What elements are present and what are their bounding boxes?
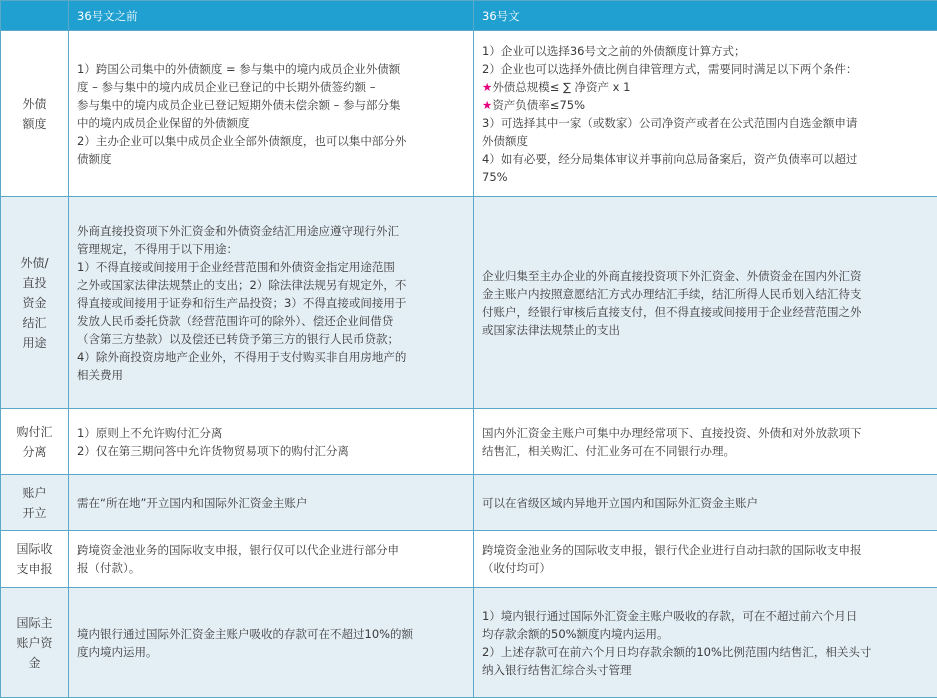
cell-account-before: 需在“所在地”开立国内和国际外汇资金主账户 (69, 475, 474, 531)
row-label-line: 国际主 (7, 613, 62, 633)
row-foreign-debt-quota (1, 31, 937, 197)
row-label-line: 购付汇 (7, 422, 62, 442)
cell-funds-after: 1）境内银行通过国际外汇资金主账户吸收的存款，可在不超过前六个月日 均存款余额的50%额度内境内运用。 2）上述存款可在前六个月日均存款余额的10%比例范围内结售汇，相关头寸 纳入银行结售汇综合头寸管理 (474, 588, 937, 698)
row-label-line: 用途 (7, 333, 62, 353)
row-purchase-payment-separation (1, 409, 937, 475)
header-corner-cell (1, 1, 69, 31)
row-label-line: 直投 (7, 273, 62, 293)
header-before-36: 36号文之前 (69, 1, 474, 31)
row-label-line: 账户 (7, 483, 62, 503)
cell-bop-after: 跨境资金池业务的国际收支申报，银行代企业进行自动扫款的国际收支申报 （收付均可） (474, 531, 937, 588)
row-intl-account-funds (1, 588, 937, 698)
row-label-line: 开立 (7, 503, 62, 523)
cell-use-before: 外商直接投资项下外汇资金和外债资金结汇用途应遵守现行外汇 管理规定，不得用于以下用途： 1）不得直接或间接用于企业经营范围和外债资金指定用途范围 之外或国家法律法规禁止的支出；2）除法律法规另有规定外，不 得直接或间接用于证券和衍生产品投资；3）不得直接或间接用于 发放人民币委托贷款（经营范围许可的除外）、偿还企业间借贷 （含第三方垫款）以及偿还已转贷予第三方的银行人民币贷款； 4）除外商投资房地产企业外，不得用于支付购买非自用房地产的 相关费用 (69, 197, 474, 409)
cell-funds-before: 境内银行通过国际外汇资金主账户吸收的存款可在不超过10%的额 度内境内运用。 (69, 588, 474, 698)
row-account-opening (1, 475, 937, 531)
cell-purchase-after: 国内外汇资金主账户可集中办理经常项下、直接投资、外债和对外放款项下 结售汇，相关购汇、付汇业务可在不同银行办理。 (474, 409, 937, 475)
star-condition-1 (482, 78, 929, 96)
row-label-intl-account-funds (1, 588, 69, 698)
star-condition-2 (482, 96, 929, 114)
row-label-account-opening (1, 475, 69, 531)
row-label-settlement-use (1, 197, 69, 409)
row-label-bop-reporting (1, 531, 69, 588)
row-label-line: 额度 (7, 114, 62, 134)
row-label-line: 分离 (7, 442, 62, 462)
row-label-line: 国际收 (7, 539, 62, 559)
row-label-line: 资金 (7, 293, 62, 313)
row-label-line: 金 (7, 653, 62, 673)
star-icon: ★ (482, 80, 492, 94)
cell-quota-after: 1）企业可以选择36号文之前的外债额度计算方式； 2）企业也可以选择外债比例自律管理方式，需要同时满足以下两个条件： ★外债总规模≤ ∑ 净资产 x 1 ★资产负债率≤75% 3）可选择其中一家（或数家）公司净资产或者在公式范围内自选金额申请 外债额度 4）如有必要，经分局集体审议并事前向总局备案后，资产负债率可以超过 75% (474, 31, 937, 197)
cell-use-after: 企业归集至主办企业的外商直接投资项下外汇资金、外债资金在国内外汇资 金主账户内按照意愿结汇方式办理结汇手续，结汇所得人民币划入结汇待支 付账户，经银行审核后直接支付，但不得直接或间接用于企业经营范围之外 或国家法律法规禁止的支出 (474, 197, 937, 409)
row-label-line: 账户资 (7, 633, 62, 653)
header-after-36: 36号文 (474, 1, 937, 31)
cell-account-after: 可以在省级区域内异地开立国内和国际外汇资金主账户 (474, 475, 937, 531)
row-bop-reporting (1, 531, 937, 588)
star-condition-text: 资产负债率≤75% (492, 98, 585, 112)
row-label-line: 结汇 (7, 313, 62, 333)
row-label-purchase-payment (1, 409, 69, 475)
star-icon: ★ (482, 98, 492, 112)
row-label-foreign-debt-quota (1, 31, 69, 197)
cell-quota-before: 1）跨国公司集中的外债额度 = 参与集中的境内成员企业外债额 度 – 参与集中的境内成员企业已登记的中长期外债签约额 – 参与集中的境内成员企业已登记短期外债未偿余额 – 参与部分集 中的境内成员企业保留的外债额度 2）主办企业可以集中成员企业全部外债额度，也可以集中部分外 债额度 (69, 31, 474, 197)
cell-bop-before: 跨境资金池业务的国际收支申报，银行仅可以代企业进行部分申 报（付款）。 (69, 531, 474, 588)
row-settlement-use (1, 197, 937, 409)
row-label-line: 支申报 (7, 559, 62, 579)
cell-purchase-before: 1）原则上不允许购付汇分离 2）仅在第三期问答中允许货物贸易项下的购付汇分离 (69, 409, 474, 475)
star-condition-text: 外债总规模≤ ∑ 净资产 x 1 (492, 80, 630, 94)
row-label-line: 外债/ (7, 253, 62, 273)
header-row (1, 1, 937, 31)
row-label-line: 外债 (7, 94, 62, 114)
